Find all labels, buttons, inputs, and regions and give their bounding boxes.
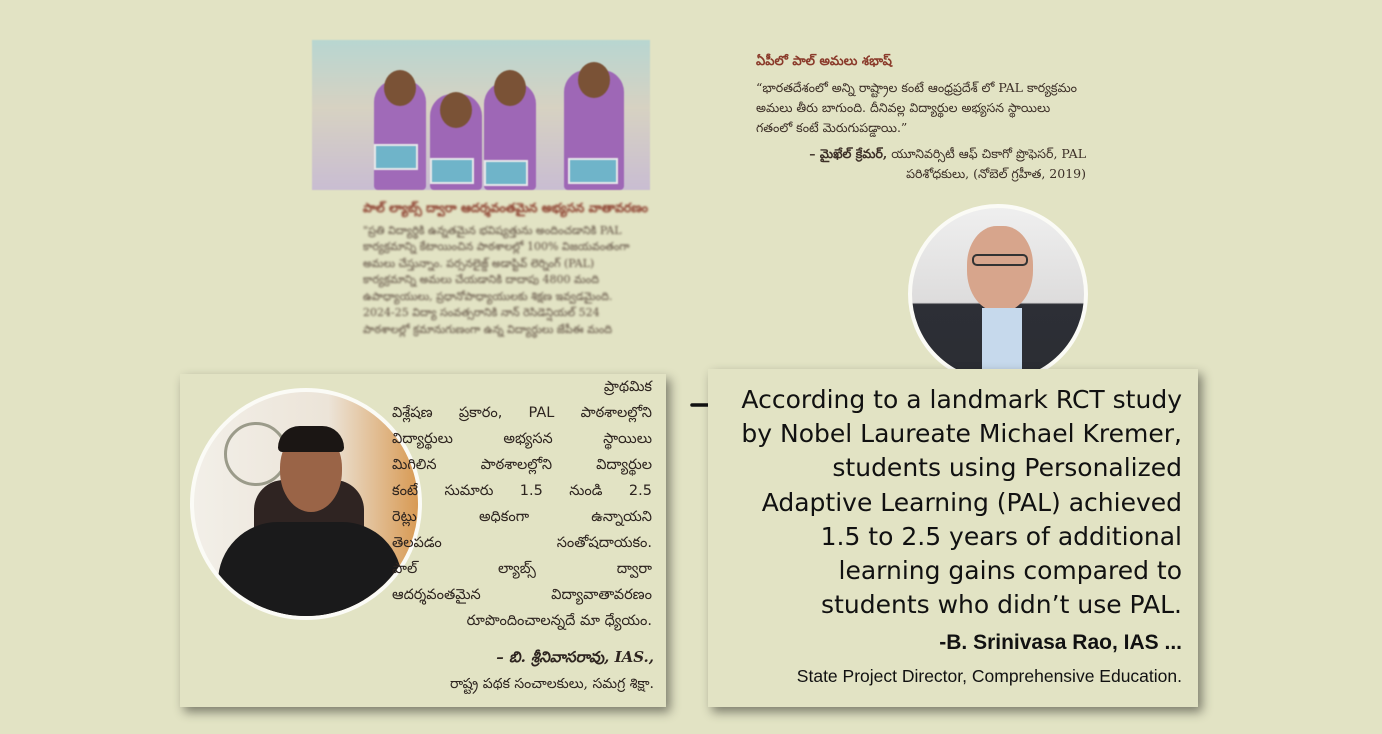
article-line: కార్యక్రమాన్ని అమలు చేయడానికి దాదాపు 4800 మంది <box>363 273 600 286</box>
rao-portrait <box>190 388 422 620</box>
telugu-quote-card <box>180 374 666 707</box>
quote-line: విశ్లేషణ ప్రకారం, PAL పాఠశాలల్లోని <box>392 405 652 421</box>
kremer-quote <box>756 52 1086 184</box>
student-head <box>578 62 610 98</box>
quote-line: కంటే సుమారు 1.5 నుండి 2.5 <box>392 483 652 499</box>
student-head <box>494 70 526 106</box>
quote-author: – మైఖేల్ క్రేమర్, <box>809 146 888 161</box>
tablet <box>374 144 418 170</box>
quote-line: విద్యార్థులు అభ్యసన స్థాయిలు <box>392 431 652 447</box>
quote-line: ఆదర్శవంతమైన విద్యావాతావరణం <box>392 587 652 603</box>
quote-line: తెలపడం సంతోషదాయకం. <box>392 535 652 551</box>
students-photo <box>312 40 650 190</box>
student-head <box>440 92 472 128</box>
quote-text: “భారతదేశంలో అన్ని రాష్ట్రాల కంటే ఆంధ్రప్రదేశ్ లో PAL కార్యక్రమం అమలు తీరు బాగుంది. దీనివల్ల విద్యార్థుల అభ్యసన స్థాయిలు గతంలో కంటే మెరుగుపడ్డాయి.” <box>756 80 1078 135</box>
quote-line: రూపొందించాలన్నదే మా ధ్యేయం. <box>466 613 652 629</box>
english-quote-card <box>708 369 1198 707</box>
kremer-portrait <box>908 204 1088 384</box>
quote-author-title: యూనివర్సిటీ ఆఫ్ చికాగో ప్రొఫెసర్, PAL <box>887 146 1086 161</box>
article-line: అమలు చేస్తున్నాం. పర్సనలైజ్డ్ అడాప్టివ్ లెర్నింగ్ (PAL) <box>363 256 595 270</box>
quote-heading: ఏపీలో పాల్ అమలు శభాష్ <box>756 54 892 69</box>
tablet <box>430 158 474 184</box>
tablet <box>568 158 618 184</box>
article-line: "ప్రతి విద్యార్థికి ఉన్నతమైన భవిష్యత్తును అందించడానికి PAL <box>363 223 622 237</box>
article-line: 2024-25 విద్యా సంవత్సరానికి నాన్ రెసిడెన్షియల్ 524 <box>363 306 600 319</box>
portrait-suit <box>218 522 402 620</box>
quote-line: ప్రాథమిక <box>603 379 652 395</box>
quote-line: పాల్ ల్యాబ్స్ ద్వారా <box>392 561 652 577</box>
student-head <box>384 70 416 106</box>
quote-author-role: State Project Director, Comprehensive Education. <box>796 666 1182 686</box>
glasses-icon <box>972 254 1028 266</box>
tablet <box>484 160 528 186</box>
article-line: కార్యక్రమాన్ని కేటాయించిన పాఠశాలల్లో 100% విజయవంతంగా <box>363 240 630 253</box>
article-heading: పాల్ ల్యాబ్స్ ద్వారా ఆదర్శవంతమైన అభ్యసన వాతావరణం <box>363 200 649 215</box>
emblem-icon <box>224 422 288 486</box>
portrait-hair <box>278 426 344 452</box>
background-article <box>363 200 687 338</box>
quote-attribution <box>756 144 1086 184</box>
signature-name: – బి. శ్రీనివాసరావు, IAS., <box>496 648 654 666</box>
english-quote-text: According to a landmark RCT study by Nobel Laureate Michael Kremer, students using Personalized Adaptive Learning (PAL) achieved 1.5 to 2.5 years of additional learning gains compared to students who didn’t use PAL. <box>741 385 1182 620</box>
telugu-quote-text <box>392 374 652 634</box>
quote-line: మిగిలిన పాఠశాలల్లోని విద్యార్థుల <box>392 457 652 473</box>
portrait-face <box>967 226 1033 312</box>
signature-role: రాష్ట్ర పథక సంచాలకులు, సమగ్ర శిక్షా. <box>449 676 654 692</box>
quote-author-note: పరిశోధకులు, (నోబెల్ గ్రహీత, 2019) <box>906 166 1086 181</box>
article-line: ఉపాధ్యాయులు, ప్రధానోపాధ్యాయులకు శిక్షణ ఇవ్వడమైంది. <box>363 289 613 303</box>
quote-author: -B. Srinivasa Rao, IAS ... <box>939 631 1182 654</box>
quote-line: రెట్లు అధికంగా ఉన్నాయని <box>392 509 652 525</box>
article-line: పాఠశాలల్లో క్రమానుగుణంగా ఉన్న విద్యార్థులు జేపీఈ మంది <box>363 322 613 336</box>
